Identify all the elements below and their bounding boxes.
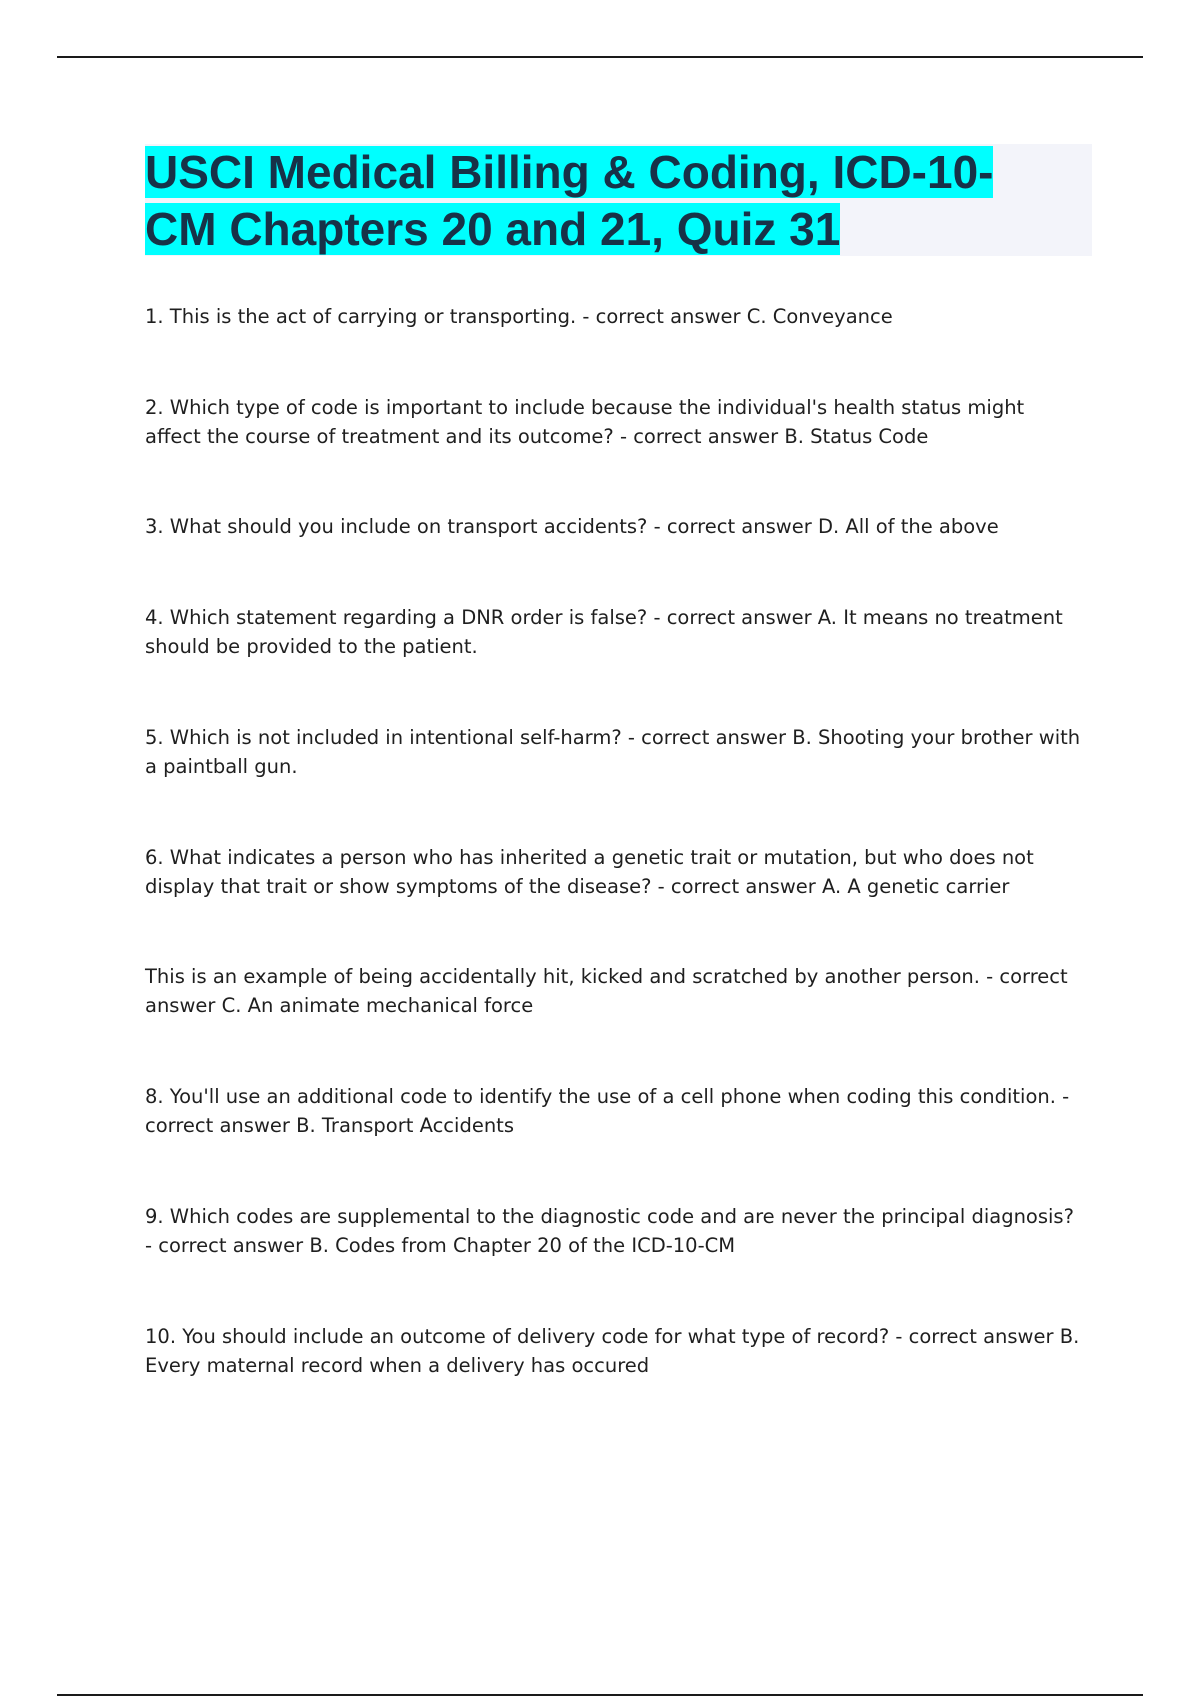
question-item: 5. Which is not included in intentional self-harm? - correct answer B. Shooting your brother with a paintball gun. — [145, 726, 1081, 778]
top-rule — [57, 56, 1143, 58]
question-item: 1. This is the act of carrying or transporting. - correct answer C. Conveyance — [145, 305, 893, 328]
question-item: 3. What should you include on transport accidents? - correct answer D. All of the above — [145, 515, 999, 538]
question-item: 4. Which statement regarding a DNR order is false? - correct answer A. It means no treatment should be provided to the patient. — [145, 606, 1063, 658]
bottom-rule — [57, 1694, 1143, 1696]
title-block — [145, 144, 1092, 256]
question-item: 2. Which type of code is important to include because the individual's health status might affect the course of treatment and its outcome? - correct answer B. Status Code — [145, 396, 1025, 448]
question-item: 8. You'll use an additional code to identify the use of a cell phone when coding this condition. - correct answer B. Transport Accidents — [145, 1085, 1070, 1137]
question-item: This is an example of being accidentally hit, kicked and scratched by another person. - correct answer C. An animate mechanical force — [145, 965, 1068, 1017]
question-item: 9. Which codes are supplemental to the diagnostic code and are never the principal diagnosis? - correct answer B. Codes from Chapter 20 of the ICD-10-CM — [145, 1205, 1074, 1257]
document-title — [145, 144, 1045, 258]
question-item: 10. You should include an outcome of delivery code for what type of record? - correct answer B. Every maternal record when a delivery has occured — [145, 1325, 1080, 1377]
question-item: 6. What indicates a person who has inherited a genetic trait or mutation, but who does not display that trait or show symptoms of the disease? - correct answer A. A genetic carrier — [145, 846, 1034, 898]
question-list — [145, 302, 1085, 1380]
document-title-text: USCI Medical Billing & Coding, ICD-10-CM Chapters 20 and 21, Quiz 31 — [145, 146, 994, 255]
